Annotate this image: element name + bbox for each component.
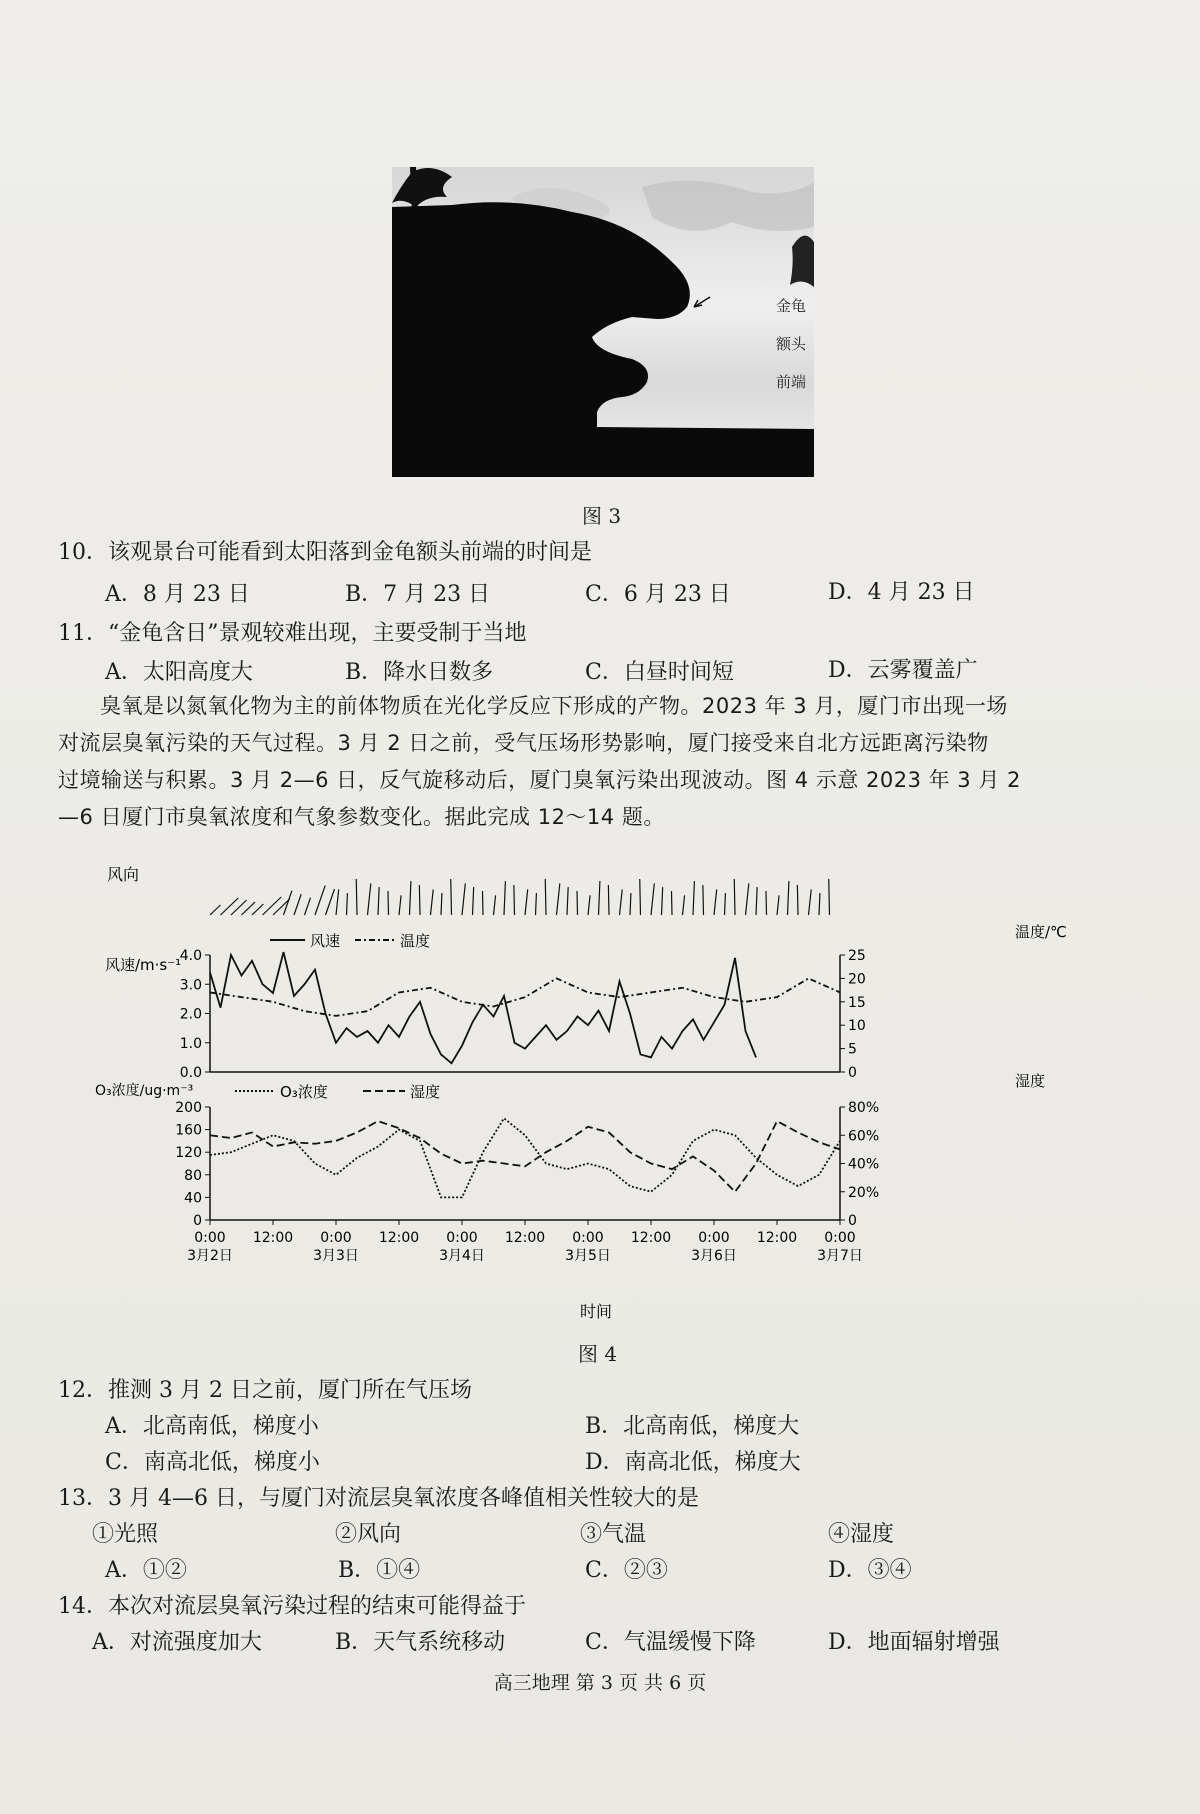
figure3-caption: 图 3 (582, 504, 622, 528)
x-axis-ticks (187, 1220, 863, 1264)
wind-arrow (441, 893, 442, 915)
x-date-1: 3月3日 (313, 1248, 359, 1264)
wind-arrow (766, 891, 767, 915)
wind-arrow (557, 883, 560, 915)
legend-wind-speed: 风速 (310, 932, 341, 950)
figure4-chart (95, 860, 1105, 1330)
wind-arrow (683, 895, 685, 915)
speed-axis-label: 风速/m·s⁻¹ (105, 956, 182, 974)
x-date-5: 3月7日 (817, 1248, 863, 1264)
wind-arrow (326, 889, 335, 915)
figure4-caption: 图 4 (578, 1342, 618, 1366)
humidity-tick-0: 80% (848, 1100, 880, 1116)
wind-arrow (378, 887, 379, 915)
speed-tick-4: 0.0 (179, 1065, 202, 1081)
wind-arrow (252, 904, 263, 915)
wind-arrow (662, 887, 663, 915)
o3-tick-0: 200 (175, 1100, 202, 1116)
wind-direction-label: 风向 (107, 865, 140, 884)
x-date-4: 3月6日 (691, 1248, 737, 1264)
q11-option-c: C．白昼时间短 (585, 660, 734, 685)
wind-arrow (777, 895, 779, 915)
x-date-0: 3月2日 (187, 1248, 233, 1264)
q12-option-a: A．北高南低，梯度小 (105, 1414, 319, 1439)
q10-option-a: A．8 月 23 日 (105, 582, 250, 607)
wind-arrow (746, 883, 749, 915)
wind-arrow (451, 879, 452, 915)
q10-option-c: C．6 月 23 日 (585, 582, 731, 607)
wind-arrow (525, 889, 528, 915)
legend-humidity: 湿度 (410, 1083, 441, 1101)
x-tick-7: 12:00 (630, 1230, 672, 1246)
q11-option-b: B．降水日数多 (345, 660, 494, 685)
wind-arrow (504, 881, 505, 915)
o3-tick-4: 40 (184, 1190, 202, 1207)
humidity-line (210, 1121, 840, 1192)
x-tick-5: 12:00 (504, 1230, 546, 1246)
page-footer: 高三地理 第 3 页 共 6 页 (493, 1672, 707, 1694)
temp-tick-4: 5 (848, 1041, 857, 1058)
wind-arrow (462, 883, 465, 915)
q10-option-d: D．4 月 23 日 (828, 580, 975, 605)
legend-o3: O₃浓度 (280, 1083, 328, 1101)
photo-label-2: 额头 (776, 335, 807, 353)
q12-option-d: D．南高北低，梯度大 (585, 1450, 801, 1475)
q12-option-c: C．南高北低，梯度小 (105, 1450, 320, 1475)
q13-item-2: ②风向 (335, 1522, 402, 1547)
wind-arrow (608, 885, 609, 915)
q13-item-4: ④湿度 (828, 1522, 895, 1547)
wind-arrow (514, 885, 515, 915)
x-tick-3: 12:00 (378, 1230, 420, 1246)
speed-tick-1: 3.0 (179, 977, 202, 994)
wind-arrow (336, 889, 339, 915)
x-axis-label: 时间 (580, 1302, 613, 1321)
speed-tick-2: 2.0 (179, 1006, 202, 1023)
o3-tick-3: 80 (184, 1167, 202, 1184)
wind-arrow (221, 898, 239, 915)
wind-arrow (294, 894, 301, 915)
wind-arrow (620, 889, 623, 915)
question-11-stem: 11．“金龟含日”景观较难出现，主要受制于当地 (58, 621, 527, 646)
top-panel-series (210, 952, 840, 1063)
x-tick-8: 0:00 (698, 1230, 730, 1246)
o3-tick-2: 120 (175, 1145, 202, 1162)
x-date-2: 3月4日 (439, 1248, 485, 1264)
speed-tick-3: 1.0 (179, 1035, 202, 1052)
x-date-3: 3月5日 (565, 1248, 611, 1264)
wind-arrow (734, 879, 735, 915)
q14-option-a: A．对流强度加大 (92, 1630, 262, 1655)
temp-tick-1: 20 (848, 971, 866, 988)
q10-option-b: B．7 月 23 日 (345, 582, 491, 607)
wind-arrow (829, 879, 830, 915)
wind-arrow (242, 902, 256, 915)
wind-arrow (630, 893, 631, 915)
q13-option-a: A．①② (105, 1558, 187, 1583)
wind-arrow (671, 891, 672, 915)
q13-option-b: B．①④ (338, 1558, 421, 1583)
wind-arrow (388, 891, 389, 915)
wind-arrow (431, 889, 434, 915)
x-tick-4: 0:00 (446, 1230, 478, 1246)
o3-tick-5: 0 (193, 1213, 202, 1229)
o3-axis-label: O₃浓度/ug·m⁻³ (95, 1083, 194, 1099)
q13-item-1: ①光照 (92, 1522, 159, 1547)
x-tick-6: 0:00 (572, 1230, 604, 1246)
temp-tick-3: 10 (848, 1018, 866, 1035)
wind-arrow (494, 895, 496, 915)
wind-arrow (567, 887, 568, 915)
humidity-axis-label: 湿度 (1015, 1072, 1046, 1090)
figure4-svg (95, 860, 1105, 1330)
photo-label-1: 金龟 (776, 297, 807, 315)
wind-arrow (797, 885, 798, 915)
q13-option-c: C．②③ (585, 1558, 668, 1583)
wind-arrow (725, 893, 726, 915)
legend-temperature: 温度 (400, 932, 431, 950)
question-10-stem: 10．该观景台可能看到太阳落到金龟额头前端的时间是 (58, 540, 592, 565)
wind-arrow (473, 887, 474, 915)
q11-option-a: A．太阳高度大 (105, 660, 253, 685)
wind-arrow (651, 883, 654, 915)
wind-arrow (599, 881, 600, 915)
passage-line-4: —6 日厦门市臭氧浓度和气象参数变化。据此完成 12～14 题。 (58, 805, 665, 829)
wind-arrow (210, 905, 220, 915)
wind-arrow (368, 883, 371, 915)
x-tick-10: 0:00 (824, 1230, 856, 1246)
humidity-tick-2: 40% (848, 1156, 880, 1173)
wind-arrow (347, 893, 348, 915)
wind-arrow (819, 893, 820, 915)
figure3-photo (392, 167, 814, 477)
wind-speed-line (210, 952, 756, 1063)
q14-option-d: D．地面辐射增强 (828, 1630, 1000, 1655)
humidity-tick-3: 20% (848, 1184, 880, 1201)
wind-arrow (356, 879, 357, 915)
temp-tick-5: 0 (848, 1065, 857, 1081)
wind-arrow (640, 879, 641, 915)
wind-arrow (263, 897, 282, 915)
wind-arrow (693, 881, 694, 915)
passage-line-3: 过境输送与积累。3 月 2—6 日，反气旋移动后，厦门臭氧污染出现波动。图 4 示意 2023 年 3 月 2 (58, 768, 1021, 792)
wind-arrow (588, 895, 590, 915)
wind-arrow (809, 889, 812, 915)
rock-silhouette (392, 167, 814, 477)
wind-arrow (410, 881, 411, 915)
q12-option-b: B．北高南低，梯度大 (585, 1414, 800, 1439)
wind-arrow (482, 891, 483, 915)
wind-arrow (273, 899, 290, 915)
wind-arrow (536, 893, 537, 915)
temp-tick-2: 15 (848, 994, 866, 1011)
wind-direction-arrows (210, 879, 830, 915)
wind-arrow (756, 887, 757, 915)
photo-label-3: 前端 (776, 373, 807, 391)
q13-item-3: ③气温 (580, 1522, 647, 1547)
passage-line-1: 臭氧是以氮氧化物为主的前体物质在光化学反应下形成的产物。2023 年 3 月，厦门市出现一场 (100, 694, 1008, 718)
question-14-stem: 14．本次对流层臭氧污染过程的结束可能得益于 (58, 1594, 526, 1619)
question-13-stem: 13．3 月 4—6 日，与厦门对流层臭氧浓度各峰值相关性较大的是 (58, 1486, 699, 1511)
q11-option-d: D．云雾覆盖广 (828, 658, 978, 683)
bottom-panel-series (210, 1118, 840, 1197)
o3-line (210, 1118, 840, 1197)
q14-option-b: B．天气系统移动 (335, 1630, 506, 1655)
q14-option-c: C．气温缓慢下降 (585, 1630, 756, 1655)
x-tick-0: 0:00 (194, 1230, 226, 1246)
x-tick-9: 12:00 (756, 1230, 798, 1246)
wind-arrow (577, 891, 578, 915)
wind-arrow (305, 898, 311, 915)
o3-tick-1: 160 (175, 1122, 202, 1139)
wind-arrow (545, 879, 546, 915)
x-tick-2: 0:00 (320, 1230, 352, 1246)
temp-tick-0: 25 (848, 948, 866, 964)
humidity-tick-4: 0 (848, 1213, 857, 1229)
question-12-stem: 12．推测 3 月 2 日之前，厦门所在气压场 (58, 1378, 472, 1403)
wind-arrow (419, 885, 420, 915)
x-tick-1: 12:00 (252, 1230, 294, 1246)
wind-arrow (703, 885, 704, 915)
passage (58, 688, 1103, 836)
passage-line-2: 对流层臭氧污染的天气过程。3 月 2 日之前，受气压场形势影响，厦门接受来自北方远距离污染物 (58, 731, 989, 755)
q13-option-d: D．③④ (828, 1558, 912, 1583)
wind-arrow (788, 881, 789, 915)
humidity-tick-1: 60% (848, 1128, 880, 1145)
wind-arrow (315, 886, 325, 915)
wind-arrow (399, 895, 401, 915)
temp-axis-label: 温度/℃ (1015, 923, 1067, 941)
wind-arrow (714, 889, 717, 915)
speed-tick-0: 4.0 (179, 948, 202, 964)
